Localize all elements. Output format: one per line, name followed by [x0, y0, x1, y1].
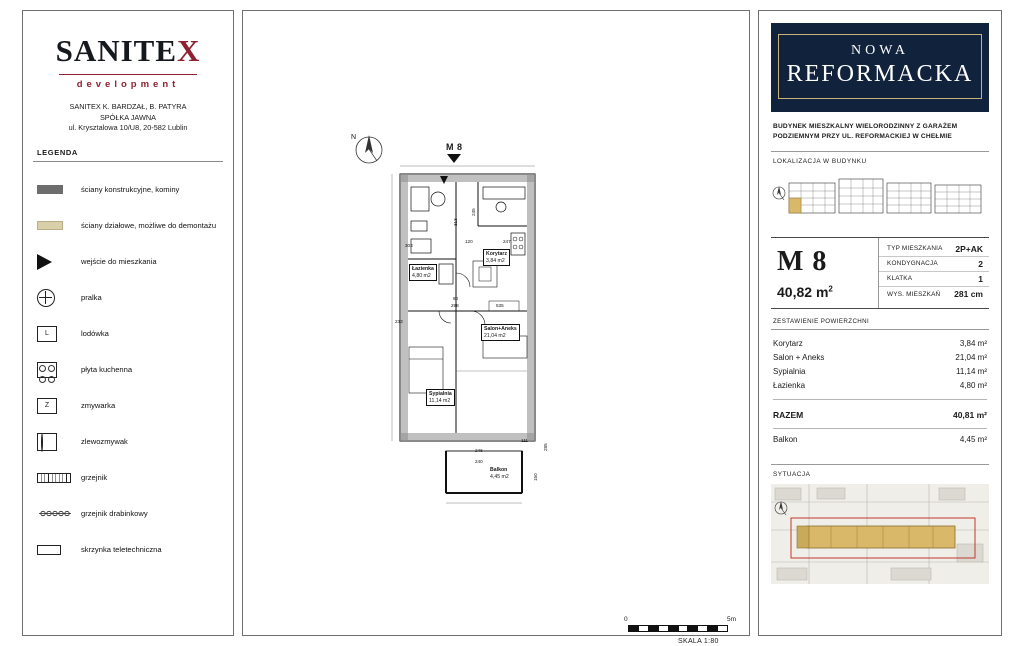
project-brand-block — [771, 23, 989, 112]
area-extra-divider — [773, 428, 987, 429]
logo-subtitle: development — [76, 79, 180, 90]
dishwasher-glyph: Z — [37, 398, 57, 414]
area-row-label: Korytarz — [773, 339, 803, 349]
legend-list — [23, 172, 233, 568]
waste-chute-icon — [37, 433, 81, 451]
situation-caption: SYTUACJA — [773, 471, 811, 479]
legend-item-washing-machine — [23, 280, 233, 316]
floor-plan-panel — [242, 10, 750, 645]
partition-wall-swatch-icon — [37, 221, 81, 230]
attribute-key: KONDYGNACJA — [887, 260, 938, 268]
fridge-glyph: L — [37, 326, 57, 342]
attribute-key: WYS. MIESZKAŃ — [887, 290, 941, 298]
dimension-text: 111 — [521, 438, 528, 443]
unit-area-unit: m — [815, 283, 829, 300]
room-name: Korytarz — [486, 251, 508, 257]
site-plan-diagram — [771, 484, 989, 584]
legend-item-label: lodówka — [81, 328, 109, 338]
room-area: 11,14 m2 — [429, 397, 451, 404]
dimension-text: 246 — [475, 448, 483, 453]
legend-divider — [33, 161, 223, 162]
legend-item-label: skrzynka teletechniczna — [81, 544, 162, 554]
room-label-corridor — [483, 249, 510, 266]
area-extra-value: 4,45 m² — [959, 434, 987, 444]
room-label-bathroom — [409, 264, 437, 281]
legend-item-label: płyta kuchenna — [81, 364, 133, 374]
dimension-text: 120 — [465, 239, 473, 244]
area-row-value: 11,14 m² — [956, 367, 987, 377]
washing-machine-icon — [37, 289, 81, 307]
logo-divider — [59, 74, 197, 75]
ladder-radiator-icon — [37, 508, 81, 519]
scale-bar — [624, 616, 736, 645]
legend-item-label: zlewozmywak — [81, 436, 128, 446]
area-extra-row — [773, 432, 987, 446]
room-name: Łazienka — [412, 266, 434, 272]
attribute-value: 1 — [978, 273, 983, 284]
scale-ticks — [628, 625, 728, 632]
legend-item-telecom-box — [23, 532, 233, 568]
north-arrow-icon — [773, 186, 785, 200]
solid-wall-swatch-icon — [37, 185, 81, 194]
room-label-balcony — [488, 466, 511, 481]
area-row-value: 4,80 m² — [959, 381, 987, 391]
scale-start-label: 0 — [624, 616, 628, 623]
section-divider — [771, 151, 989, 152]
logo-text-accent: X — [177, 33, 201, 68]
legend-item-label: zmywarka — [81, 400, 116, 410]
company-address — [23, 102, 233, 134]
area-extra-label: Balkon — [773, 434, 798, 444]
legend-item-dishwasher — [23, 388, 233, 424]
floor-plan-drawing — [243, 11, 749, 645]
legend-panel — [22, 10, 234, 636]
legend-item-sink — [23, 424, 233, 460]
legend-item-entrance — [23, 244, 233, 280]
legend-item-label: pralka — [81, 292, 102, 302]
unit-attribute-row — [879, 287, 989, 302]
unit-number: M 8 — [777, 245, 828, 277]
building-location-caption: LOKALIZACJA W BUDYNKU — [773, 157, 867, 165]
unit-attribute-row — [879, 242, 989, 257]
room-label-living-kitchen — [481, 324, 520, 341]
company-line-2: SPÓŁKA JAWNA — [99, 112, 157, 122]
attribute-value: 2 — [978, 258, 983, 269]
logo-text-main: SANITE — [55, 33, 178, 68]
dimension-text: 80 — [453, 296, 459, 301]
building-key-diagram — [771, 171, 989, 229]
legend-item-label: grzejnik — [81, 472, 108, 482]
area-total-row — [773, 403, 987, 423]
area-row — [773, 337, 987, 351]
room-name: Salon+Aneks — [484, 326, 517, 332]
area-total-divider — [773, 399, 987, 400]
logo-text — [33, 33, 223, 69]
area-row — [773, 365, 987, 379]
legend-title: LEGENDA — [37, 147, 78, 157]
dishwasher-icon — [37, 398, 81, 414]
legend-item-fridge — [23, 316, 233, 352]
legend-item-partition-walls — [23, 208, 233, 244]
legend-item-structural-walls — [23, 172, 233, 208]
brand-line-1: NOWA — [851, 43, 909, 58]
area-schedule — [773, 337, 987, 447]
brand-line-2: REFORMACKA — [786, 61, 974, 87]
scale-label: SKALA 1:80 — [678, 638, 719, 645]
room-area: 21,04 m2 — [484, 332, 506, 339]
dimension-text: 298 — [451, 303, 459, 308]
room-area: 4,80 m2 — [412, 272, 431, 279]
unit-id-area — [771, 238, 879, 308]
dimension-text: 150 — [533, 473, 538, 481]
dimension-text: 233 — [395, 319, 403, 324]
unit-total-area — [777, 284, 878, 300]
scale-end-label: 5m — [726, 616, 736, 623]
area-total-value: 40,81 m² — [952, 409, 987, 420]
unit-attributes — [879, 238, 989, 308]
attribute-key: KLATKA — [887, 275, 913, 283]
room-name: Sypialnia — [429, 391, 452, 397]
company-line-1: SANITEX K. BARDZAŁ, B. PATYRA — [69, 102, 187, 111]
dimension-text: 245 — [471, 208, 476, 216]
area-total-label: RAZEM — [773, 409, 804, 420]
legend-item-radiator — [23, 460, 233, 496]
dimension-text: 247 — [503, 239, 511, 244]
radiator-icon — [37, 473, 81, 483]
legend-item-label: grzejnik drabinkowy — [81, 508, 148, 518]
area-row-label: Salon + Aneks — [773, 353, 825, 363]
dimension-text: 313 — [453, 218, 458, 226]
area-row-value: 21,04 m² — [955, 353, 987, 363]
attribute-value: 281 cm — [954, 289, 983, 300]
room-area: 3,84 m2 — [486, 257, 505, 264]
fridge-icon — [37, 326, 81, 342]
unit-attribute-row — [879, 272, 989, 287]
telecom-box-icon — [37, 545, 81, 555]
dimension-text: 303 — [405, 243, 413, 248]
unit-summary-block — [771, 237, 989, 309]
legend-item-label: wejście do mieszkania — [81, 256, 157, 266]
area-row-value: 3,84 m² — [959, 339, 987, 349]
area-row-label: Łazienka — [773, 381, 806, 391]
project-subtitle: BUDYNEK MIESZKALNY WIELORODZINNY Z GARAŻEM PODZIEMNYM PRZY UL. REFORMACKIEJ W CHEŁMIE — [773, 123, 958, 140]
unit-marker-label: M 8 — [446, 142, 463, 152]
legend-item-ladder-radiator — [23, 496, 233, 532]
dimension-text: 285 — [543, 443, 548, 451]
room-name: Balkon — [490, 467, 508, 473]
area-divider — [771, 329, 989, 330]
area-row-label: Sypialnia — [773, 367, 806, 377]
situation-divider — [771, 464, 989, 465]
area-row — [773, 379, 987, 393]
cooktop-icon — [37, 362, 81, 378]
dimension-text: 535 — [496, 303, 504, 308]
unit-attribute-row — [879, 257, 989, 272]
unit-area-value: 40,82 — [777, 283, 813, 300]
unit-area-exponent: 2 — [828, 284, 833, 294]
attribute-key: TYP MIESZKANIA — [887, 245, 943, 253]
room-area: 4,45 m2 — [490, 473, 509, 480]
dimension-text: 240 — [475, 459, 483, 464]
entrance-triangle-icon — [37, 254, 81, 270]
area-row — [773, 351, 987, 365]
project-brand-frame — [778, 34, 982, 99]
company-line-3: ul. Krysztalowa 10/U8, 20-582 Lublin — [68, 123, 188, 133]
info-panel — [758, 10, 1002, 636]
company-logo — [23, 11, 233, 90]
area-schedule-caption: ZESTAWIENIE POWIERZCHNI — [773, 317, 870, 325]
legend-item-cooktop — [23, 352, 233, 388]
attribute-value: 2P+AK — [955, 243, 983, 254]
room-label-bedroom — [426, 389, 455, 406]
scale-endpoints — [624, 616, 736, 625]
legend-item-label: ściany konstrukcyjne, kominy — [81, 184, 180, 194]
svg-text:N: N — [351, 134, 357, 141]
legend-item-label: ściany działowe, możliwe do demontażu — [81, 220, 217, 230]
